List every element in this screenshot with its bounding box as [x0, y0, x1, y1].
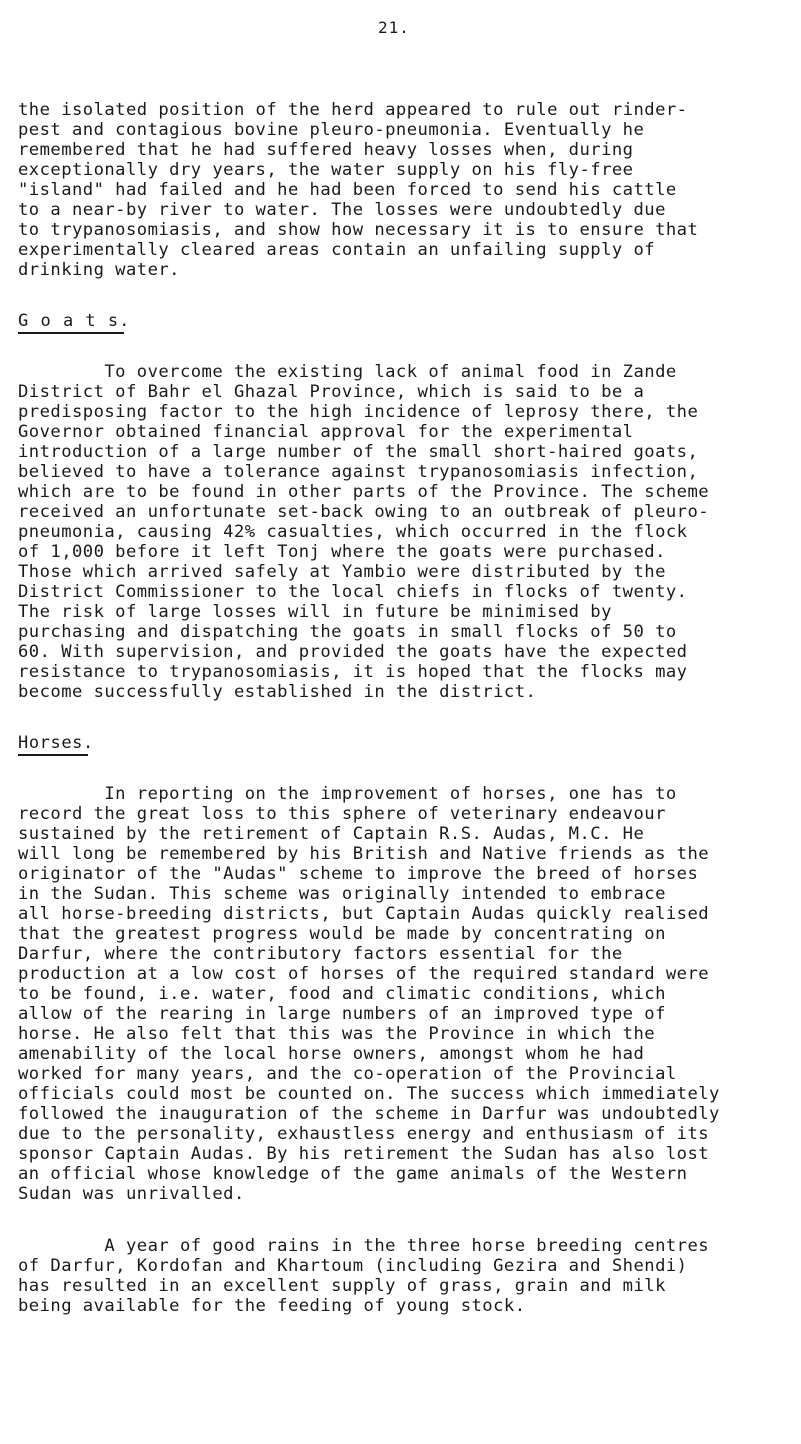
goats-line: of 1,000 before it left Tonj where the goats were purchased.: [18, 542, 666, 562]
horses-line: due to the personality, exhaustless energy and enthusiasm of its: [18, 1124, 710, 1144]
goats-line: District Commissioner to the local chiefs in flocks of twenty.: [18, 582, 688, 602]
horses-line: has resulted in an excellent supply of grass, grain and milk: [18, 1276, 666, 1296]
goats-line: The risk of large losses will in future be minimised by: [18, 602, 612, 622]
horses-line: will long be remembered by his British and Native friends as the: [18, 844, 710, 864]
goats-heading: G o a t s.: [18, 311, 131, 331]
horses-line: allow of the rearing in large numbers of an improved type of: [18, 1004, 666, 1024]
goats-line: Those which arrived safely at Yambio were distributed by the: [18, 562, 666, 582]
horses-line: In reporting on the improvement of horses, one has to: [18, 784, 677, 804]
goats-line: pneumonia, causing 42% casualties, which occurred in the flock: [18, 522, 688, 542]
horses-line: being available for the feeding of young stock.: [18, 1296, 526, 1316]
horses-line: of Darfur, Kordofan and Khartoum (including Gezira and Shendi): [18, 1256, 688, 1276]
intro-line: pest and contagious bovine pleuro-pneumonia. Eventually he: [18, 120, 645, 140]
intro-line: experimentally cleared areas contain an unfailing supply of: [18, 240, 656, 260]
horses-line: Sudan was unrivalled.: [18, 1184, 245, 1204]
horses-line: sustained by the retirement of Captain R.S. Audas, M.C. He: [18, 824, 645, 844]
horses-heading: Horses.: [18, 733, 94, 753]
horses-line: sponsor Captain Audas. By his retirement the Sudan has also lost: [18, 1144, 710, 1164]
goats-line: purchasing and dispatching the goats in small flocks of 50 to: [18, 622, 677, 642]
horses-line: production at a low cost of horses of the required standard were: [18, 964, 710, 984]
horses-line: record the great loss to this sphere of veterinary endeavour: [18, 804, 666, 824]
intro-line: the isolated position of the herd appeared to rule out rinder-: [18, 100, 688, 120]
goats-line: resistance to trypanosomiasis, it is hoped that the flocks may: [18, 662, 688, 682]
intro-line: to a near-by river to water. The losses were undoubtedly due: [18, 200, 666, 220]
intro-line: drinking water.: [18, 260, 180, 280]
goats-line: Governor obtained financial approval for the experimental: [18, 422, 634, 442]
horses-line: that the greatest progress would be made by concentrating on: [18, 924, 666, 944]
goats-line: which are to be found in other parts of the Province. The scheme: [18, 482, 710, 502]
horses-line: in the Sudan. This scheme was originally intended to embrace: [18, 884, 666, 904]
intro-line: to trypanosomiasis, and show how necessary it is to ensure that: [18, 220, 699, 240]
goats-line: To overcome the existing lack of animal food in Zande: [18, 362, 677, 382]
goats-line: introduction of a large number of the small short-haired goats,: [18, 442, 699, 462]
goats-line: District of Bahr el Ghazal Province, which is said to be a: [18, 382, 645, 402]
goats-line: become successfully established in the district.: [18, 682, 537, 702]
horses-line: to be found, i.e. water, food and climatic conditions, which: [18, 984, 666, 1004]
page-number: 21.: [378, 18, 410, 37]
intro-line: remembered that he had suffered heavy losses when, during: [18, 140, 634, 160]
goats-line: predisposing factor to the high incidence of leprosy there, the: [18, 402, 699, 422]
horses-line: amenability of the local horse owners, amongst whom he had: [18, 1044, 645, 1064]
goats-heading-underline: [18, 332, 124, 334]
horses-line: officials could most be counted on. The success which immediately: [18, 1084, 720, 1104]
horses-line: an official whose knowledge of the game animals of the Western: [18, 1164, 688, 1184]
horses-line: originator of the "Audas" scheme to improve the breed of horses: [18, 864, 699, 884]
goats-line: believed to have a tolerance against trypanosomiasis infection,: [18, 462, 699, 482]
horses-line: horse. He also felt that this was the Province in which the: [18, 1024, 656, 1044]
intro-line: exceptionally dry years, the water supply on his fly-free: [18, 160, 634, 180]
horses-line: worked for many years, and the co-operation of the Provincial: [18, 1064, 677, 1084]
horses-line: Darfur, where the contributory factors essential for the: [18, 944, 623, 964]
goats-line: received an unfortunate set-back owing to an outbreak of pleuro-: [18, 502, 710, 522]
goats-line: 60. With supervision, and provided the goats have the expected: [18, 642, 688, 662]
horses-line: A year of good rains in the three horse breeding centres: [18, 1236, 710, 1256]
intro-line: "island" had failed and he had been forced to send his cattle: [18, 180, 677, 200]
horses-line: all horse-breeding districts, but Captain Audas quickly realised: [18, 904, 710, 924]
horses-line: followed the inauguration of the scheme in Darfur was undoubtedly: [18, 1104, 720, 1124]
horses-heading-underline: [18, 754, 88, 756]
